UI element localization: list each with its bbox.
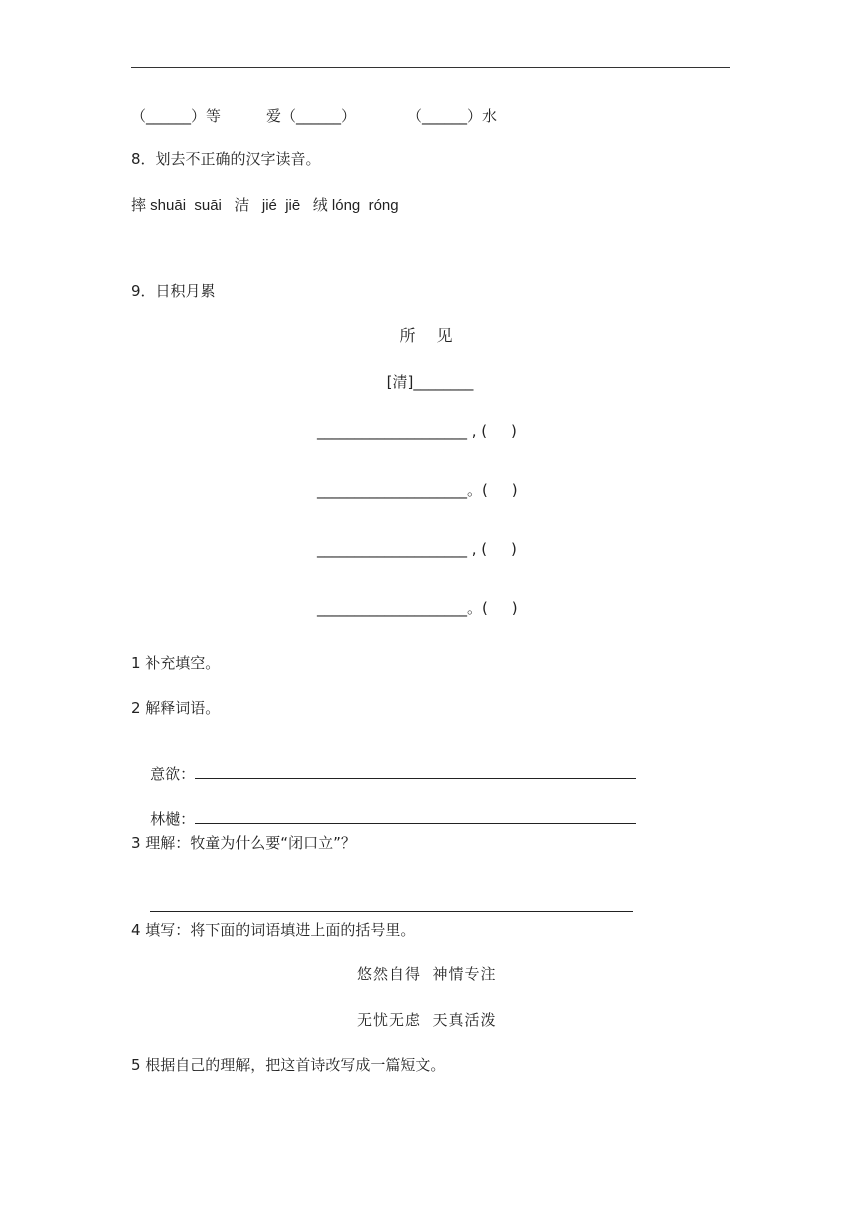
header-rule [131, 67, 730, 68]
q8-items: 摔 shuāi suāi 洁 jié jiē 绒 lóng róng [131, 197, 399, 214]
poem-title: 所 见 [399, 326, 461, 345]
sub-question-5: 5 根据自己的理解，把这首诗改写成一篇短文。 [131, 1056, 446, 1074]
word-2-answer-line[interactable] [195, 809, 636, 824]
sub-question-1: 1 补充填空。 [131, 654, 221, 672]
word-1-answer-line[interactable] [195, 764, 636, 779]
answer-line-3[interactable] [150, 897, 633, 912]
q8-prompt: 8．划去不正确的汉字读音。 [131, 150, 321, 168]
poem-author: [清]________ [386, 373, 474, 391]
poem-line-3: ____________________ , ( ) [317, 540, 517, 558]
q7-item-1: （______）等 [131, 107, 222, 125]
word-1-label: 意欲： [150, 765, 196, 783]
sub-question-4: 4 填写：将下面的词语填进上面的括号里。 [131, 921, 416, 939]
q7-item-2: 爱（______） [266, 107, 357, 125]
word-2-label: 林樾： [150, 810, 196, 828]
q7-item-3: （______）水 [407, 107, 498, 125]
sub-question-2: 2 解释词语。 [131, 699, 221, 717]
poem-line-1: ____________________ , ( ) [317, 422, 517, 440]
word-bank-row-1: 悠然自得 神情专注 [357, 965, 497, 983]
word-bank-row-2: 无忧无虑 天真活泼 [357, 1011, 497, 1029]
poem-line-2: ____________________。( ) [317, 481, 518, 499]
q9-prompt: 9．日积月累 [131, 282, 216, 300]
sub-question-3: 3 理解：牧童为什么要“闭口立”？ [131, 834, 356, 852]
poem-line-4: ____________________。( ) [317, 599, 518, 617]
